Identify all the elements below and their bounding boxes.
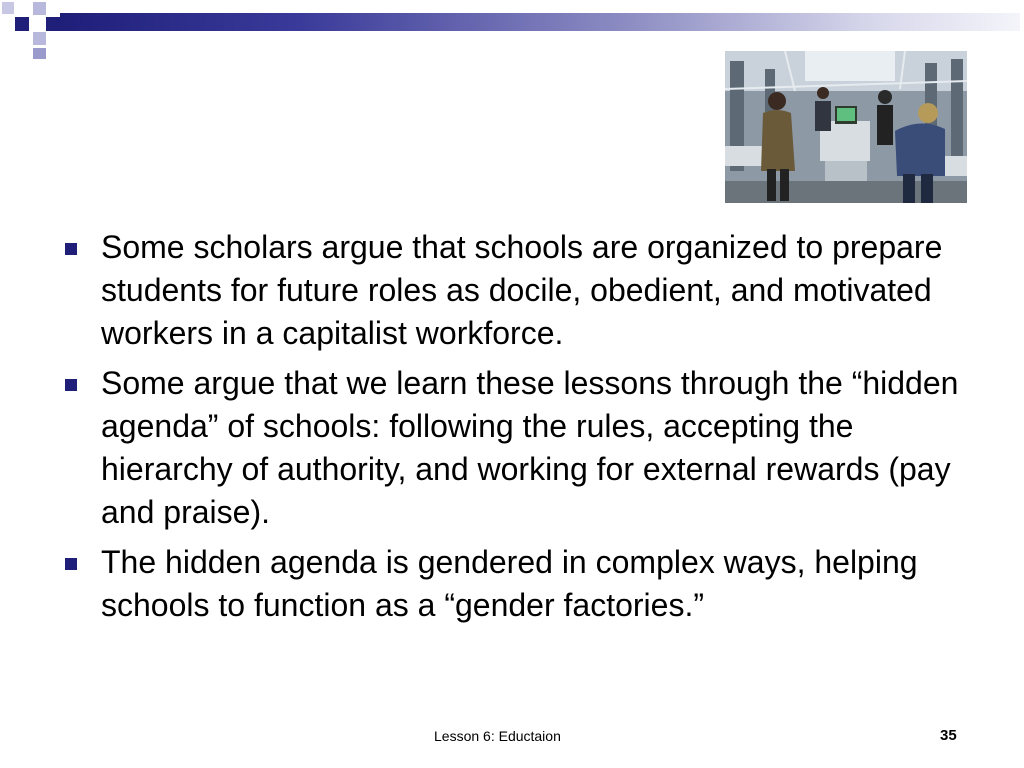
decor-square [33, 2, 46, 15]
decor-square [15, 17, 29, 31]
bullet-list [62, 226, 972, 634]
factory-photo-illustration [725, 51, 967, 203]
bullet-square-icon [65, 243, 77, 255]
decor-square [33, 32, 46, 45]
bullet-text: The hidden agenda is gendered in complex ways, helping schools to function as a “gender factories.” [101, 544, 918, 623]
bullet-square-icon [65, 379, 77, 391]
bullet-text: Some argue that we learn these lessons through the “hidden agenda” of schools: following the rules, accepting the hierarchy of authority, and working for external rewards (pay and praise). [101, 365, 959, 530]
header-gradient-bar [60, 13, 1020, 31]
bullet-item [62, 226, 972, 355]
footer-title: Lesson 6: Eductaion [434, 728, 561, 744]
decor-square [2, 2, 14, 14]
bullet-item [62, 541, 972, 627]
decor-square [33, 48, 46, 59]
bullet-square-icon [65, 558, 77, 570]
decor-square [46, 17, 60, 31]
bullet-text: Some scholars argue that schools are organized to prepare students for future roles as docile, obedient, and motivated workers in a capitalist workforce. [101, 229, 943, 351]
bullet-item [62, 362, 972, 534]
slide-number: 35 [940, 727, 957, 744]
factory-workers-photo [725, 51, 967, 203]
